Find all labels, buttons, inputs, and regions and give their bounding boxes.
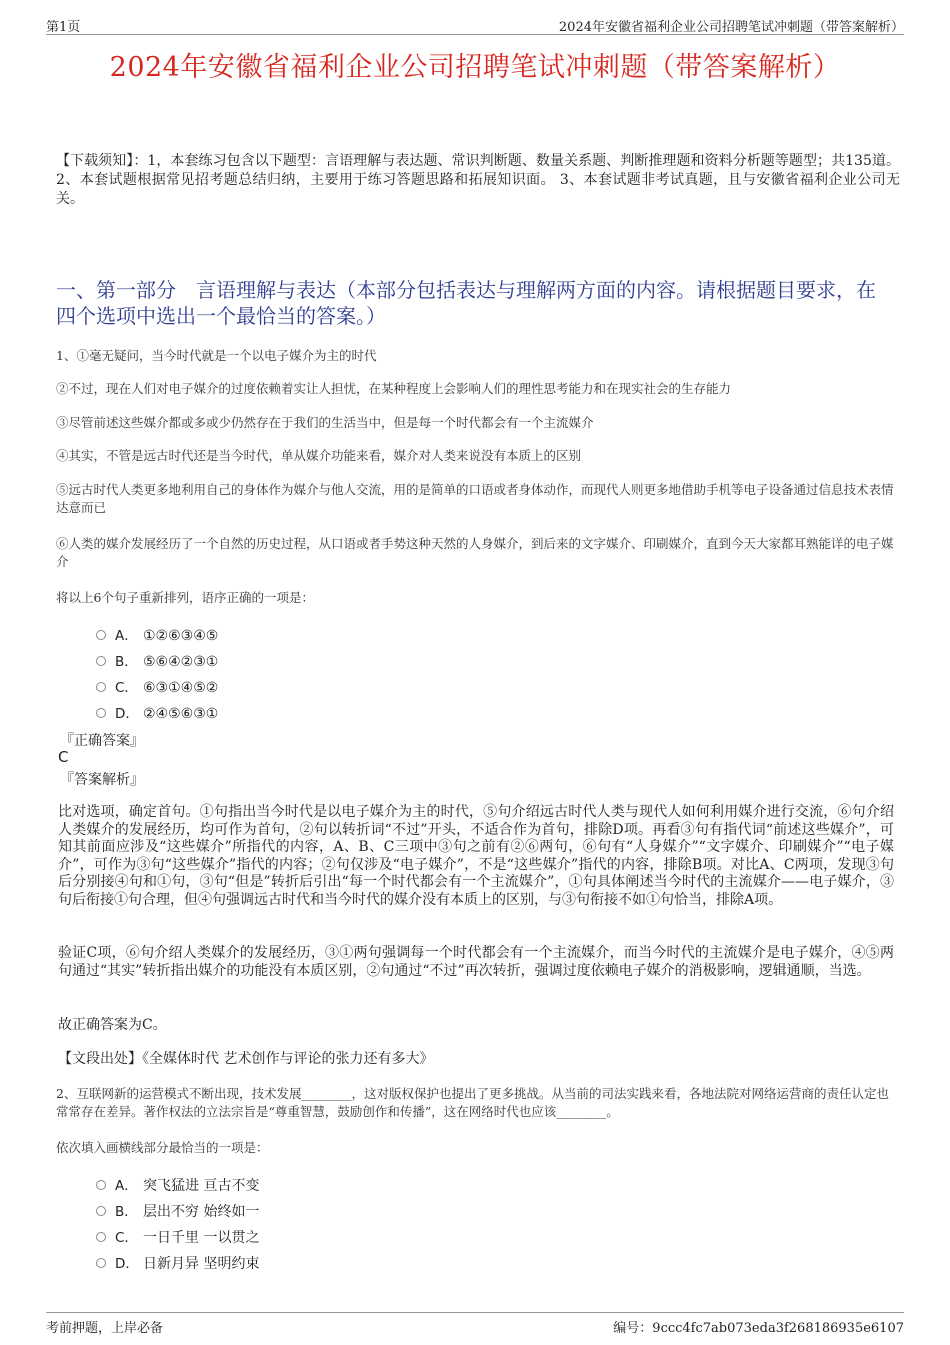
analysis-conclusion: 故正确答案为C。 xyxy=(58,1017,167,1033)
q1-line-1: 1、①毫无疑问，当今时代就是一个以电子媒介为主的时代 xyxy=(56,348,377,363)
radio-icon[interactable] xyxy=(96,1232,106,1242)
radio-icon[interactable] xyxy=(96,708,106,718)
footer-slogan: 考前押题，上岸必备 xyxy=(46,1321,164,1336)
answer-label: 『正确答案』 xyxy=(60,733,144,749)
q2-option-d[interactable]: D． 日新月异 坚明约束 xyxy=(96,1252,259,1273)
header-doc-title: 2024年安徽省福利企业公司招聘笔试冲刺题（带答案解析） xyxy=(558,20,904,35)
correct-answer: C xyxy=(58,748,69,766)
radio-icon[interactable] xyxy=(96,1180,106,1190)
radio-icon[interactable] xyxy=(96,682,106,692)
radio-icon[interactable] xyxy=(96,1258,106,1268)
passage-source: 【文段出处】《全媒体时代 艺术创作与评论的张力还有多大》 xyxy=(58,1051,434,1067)
q1-line-5: ⑤远古时代人类更多地利用自己的身体作为媒介与他人交流，用的是简单的口语或者身体动作，而现代人则更多地借助手机等电子设备通过信息技术表情达意而已 xyxy=(56,482,894,515)
page-number: 第1页 xyxy=(46,20,81,35)
section-heading: 一、第一部分 言语理解与表达（本部分包括表达与理解两方面的内容。请根据题目要求，在四个选项中选出一个最恰当的答案。） xyxy=(56,278,876,328)
analysis-paragraph-1: 比对选项，确定首句。①句指出当今时代是以电子媒介为主的时代，⑤句介绍远古时代人类与现代人如何利用媒介进行交流，⑥句介绍人类媒介的发展经历，均可作为首句，②句以转折词“不过”开头，不适合作为首句，排除D项。再看③句有指代词“前述这些媒介”，可知其前面应涉及“这些媒介”所指代的内容，A、B、C三项中③句之前有②⑥两句，⑥句有“人身媒介”“文字媒介、印刷媒介”“电子媒介”，可作为③句“这些媒介”指代的内容；②句仅涉及“电子媒介”，不是“这些媒介”指代的内容，排除B项。对比A、C两项，发现③句后分别接④句和①句，③句“但是”转折后引出“每一个时代都会有一个主流媒介”，①句具体阐述当今时代的主流媒介——电子媒介，③句后衔接①句合理，但④句强调远古时代和当今时代的媒介没有本质上的区别，与③句衔接不如①句恰当，排除A项。 xyxy=(58,804,894,908)
q1-line-3: ③尽管前述这些媒介都或多或少仍然存在于我们的生活当中，但是每一个时代都会有一个主流媒介 xyxy=(56,415,594,430)
page-footer xyxy=(46,1312,904,1335)
q1-prompt: 将以上6个句子重新排列，语序正确的一项是： xyxy=(56,590,314,605)
q1-line-6: ⑥人类的媒介发展经历了一个自然的历史过程，从口语或者手势这种天然的人身媒介，到后来的文字媒介、印刷媒介，直到今天大家都耳熟能详的电子媒介 xyxy=(56,536,894,569)
radio-icon[interactable] xyxy=(96,1206,106,1216)
q2-option-a[interactable]: A． 突飞猛进 亘古不变 xyxy=(96,1174,259,1195)
document-title: 2024年安徽省福利企业公司招聘笔试冲刺题（带答案解析） xyxy=(109,52,841,83)
q1-line-2: ②不过，现在人们对电子媒介的过度依赖着实让人担忧，在某种程度上会影响人们的理性思考能力和在现实社会的生存能力 xyxy=(56,381,732,396)
q2-stem: 2、互联网新的运营模式不断出现，技术发展________，这对版权保护也提出了更多挑战。从当前的司法实践来看，各地法院对网络运营商的责任认定也常常存在差异。著作权法的立法宗旨是“尊重智慧，鼓励创作和传播”，这在网络时代也应该________。 xyxy=(56,1086,889,1119)
download-notice: 【下载须知】：1，本套练习包含以下题型：言语理解与表达题、常识判断题、数量关系题、判断推理题和资料分析题等题型；共135道。 2、本套试题根据常见招考题总结归纳，主要用于练习答题思路和拓展知识面。 3、本套试题非考试真题，且与安徽省福利企业公司无关。 xyxy=(56,153,900,207)
q2-option-c[interactable]: C． 一日千里 一以贯之 xyxy=(96,1226,259,1247)
page-header xyxy=(46,14,904,35)
analysis-label: 『答案解析』 xyxy=(60,772,144,788)
q1-option-d[interactable]: D． ②④⑤⑥③① xyxy=(96,702,218,722)
footer-doc-id: 编号：9ccc4fc7ab073eda3f268186935e6107 xyxy=(613,1321,904,1336)
q1-option-a[interactable]: A． ①②⑥③④⑤ xyxy=(96,624,218,644)
radio-icon[interactable] xyxy=(96,656,106,666)
q2-option-b[interactable]: B． 层出不穷 始终如一 xyxy=(96,1200,259,1221)
radio-icon[interactable] xyxy=(96,630,106,640)
q1-option-b[interactable]: B． ⑤⑥④②③① xyxy=(96,650,218,670)
q2-prompt: 依次填入画横线部分最恰当的一项是： xyxy=(56,1140,269,1155)
q1-line-4: ④其实，不管是远古时代还是当今时代，单从媒介功能来看，媒介对人类来说没有本质上的区别 xyxy=(56,448,582,463)
q1-option-c[interactable]: C． ⑥③①④⑤② xyxy=(96,676,218,696)
analysis-paragraph-2: 验证C项，⑥句介绍人类媒介的发展经历，③①两句强调每一个时代都会有一个主流媒介，而当今时代的主流媒介是电子媒介，④⑤两句通过“其实”转折指出媒介的功能没有本质区别，②句通过“不过”再次转折，强调过度依赖电子媒介的消极影响，逻辑通顺，当选。 xyxy=(58,945,894,979)
